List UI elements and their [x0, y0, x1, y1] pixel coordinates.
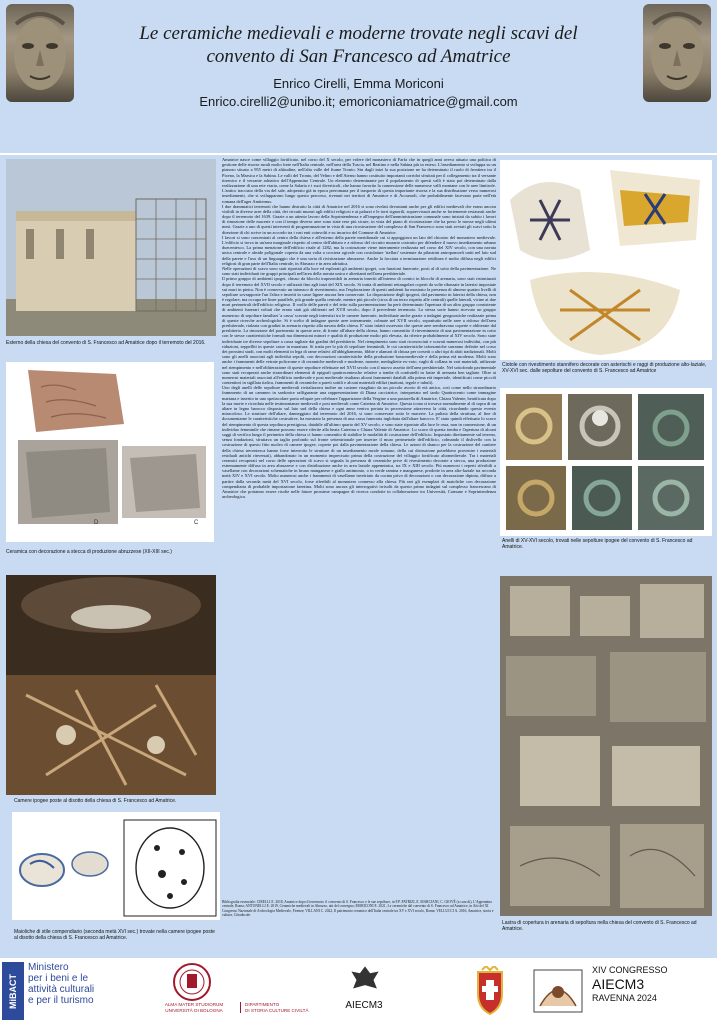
congress-place: RAVENNA 2024 [592, 993, 657, 1003]
congress-text [592, 964, 712, 1004]
left-stone-head-image [6, 4, 74, 102]
ipogeo-chambers-photo [6, 575, 216, 795]
eagle-emblem-icon [348, 962, 382, 998]
body-paragraph: Nelle operazioni di scavo sono stati riportati alla luce ed esplorati gli ambienti ipogei, con funzioni funerarie, posti al di sotto della pavimentazione. Ne sono stati individuati tre gruppi principali nell'area della navata unica e altrettanti nell'area presbiteriale. [222, 265, 496, 277]
header-divider [0, 153, 717, 155]
caption-lastra: Lastra di copertura in arenaria di sepoltura nella chiesa del convento di S. Francesco ad Amatrice. [502, 920, 697, 933]
aiecm3-logo [334, 962, 394, 1022]
unibo-line: ALMA MATER STUDIORUM [164, 1002, 224, 1007]
anelli-photo [500, 388, 712, 536]
poster-title: Le ceramiche medievali e moderne trovate negli scavi del convento di San Francesco ad Amatrice [139, 23, 578, 67]
body-paragraph: Uno degli anelli delle sepolture medievali rivitalizzava inoltre un castone risagliato da un piccolo avorio di età antica, così come nello straordinario frammento di un cammeo in sardonice raffigurante una rappresentazione di Diana cacciatrice, interpretato nel tardo Quattrocento come immagine mariana e inserito in uno spettacolare porta reliquie per celebrare l'apparizione della Vergine a una pastorella di Amatrice, Chiara Valente, beatificata dopo la sua morte e ricordata nelle testimonianze medievali e post medievali come Caterina di Amatrice. Questa icona si trovava normalmente al di sopra di un altare in legno barocco disposto sul lato sud della chiesa e ogni anno veniva portata in processione attraverso la città, ricordando questo evento miracoloso. Le strutture dell'altare, danneggiato dal terremoto del 2016, si sono conservate sotto le macerie. La pulizia della struttura, al fine di documentarne le caratteristiche costruttive, ha mostrato la presenza di una cassa funeraria inglobata dall'altare barocco. E' stato quindi effettuato lo scavo del riempimento di questa sepoltura prestigiosa, databile all'ultimo quarto del XV secolo, e sono state riportate alla luce le ossa, non in connessione, di un individuo femminile che rimane possono essere riferite alla beata Caterina o Chiara Valente di Amatrice. Lo scavo di questa tomba e l'apertura di alcuni saggi di verifica lungo il perimetro della chiesa ci hanno consentito di stabilire le modalità di costruzione dell'edificio. Impostato direttamente sul terreno, senza fondazioni, sfruttava un taglio profondo sul fronte settentrionale per inserire il muro perimetrale dell'edificio, colmando il dislivello con la costruzione di questo fitto nucleo di camere ipogee, coperte poi dalla pavimentazione della chiesa. Le azioni di sbanco per la costruzione del cantiere della chiesa trecentesca hanno forse interrotto le strutture di un insediamento rurale romano, della cui distruzione potrebbero provenire i materiali residuali antichi rinvenuti), abbandonato in un momento imprecisato prima della costruzione del villaggio fortificato altomedievale. Tra i materiali ceramici recuperati nel corso delle operazioni di scavo si segnala la presenza di ceramiche prive di rivestimento decorate a stecca, una produzione estremamente diffusa in area abruzzese e con distribuzione anche in area laziale appenninica, tra IX e XIII secolo. Più numerosi i reperti riferibili a vasellame con decorazioni schematiche in bruno manganese e giallo antimonio, o in verde ramina e manganese, prodotte in area alto-laziale tra seconda metà XIV e XVI secolo. Molto numerosi anche i frammenti di vasellame invetriato da cucina privo di decorazioni o con decorazione dipinta, diffuse a partire dalla seconda metà del XVI secolo, forse riferibili al monastero connesso alla chiesa. Più rari gli esemplari di maioliche con decorazione compendiaria di probabile importazione faentina. Molti sono ancora gli interrogativi irrisolti da questo primo indagini sul complesso francescano di Amatrice che potranno essere risolte nelle future prossime campagne di ricerca condotte in collaborazione tra Università, Comune e Soprintendenza archeologica. [222, 385, 496, 500]
body-paragraph: Amatrice nasce come villaggio fortificato, nel corso del X secolo, per volere del monastero di Farfa che in quegli anni aveva attuato una politica di gestione delle risorse rurali molto forte nell'Italia centrale, nell'area della Tuscia, nel Reatino e nella Sabina più in esteso. L'insediamento si sviluppa su un pianoro situato a 955 metri di altitudine, nell'alta valle del fiume Tronto. Sin dagli inizi la sua posizione ne ha determinato il ruolo di frontiera tra il Piceno, la Marsica e la Sabina. Le valli del Tronto, del Velino e dell'Aterno hanno costituito importanti corridoi sfruttati per il collegamento tra il versante tirrenico e il versante adriatico dell'Appennino Centrale. Un elemento determinante per il popolamento di questi valli è stato poi determinato dalla realizzazione di una rete viaria, come la Salaria e i suoi diverticoli, che hanno favorito la connessione delle numerose valli montane con le aree limitrofe. L'antico tracciato della via del sale, adoperato già in epoca preromana per il trasporto di questa importante risorsa e la sua distribuzione verso numerosi insediamenti, che si svilupparono lungo questo percorso, rivenuti nei territori di Amatrice e di Accumoli, che probabilmente facevano parte nell'età romana dell'ager Amiternus. [222, 157, 496, 204]
congress-name: AIECM3 [592, 976, 645, 992]
unibo-line: UNIVERSITÀ DI BOLOGNA [165, 1007, 223, 1013]
unibo-text [152, 1002, 236, 1013]
congress-edition: XIV CONGRESSO [592, 965, 668, 975]
ceramic-label-d: D [94, 520, 99, 526]
author-emails[interactable]: Enrico.cirelli2@unibo.it; emoriconiamatrice@gmail.com [199, 94, 518, 109]
lastra-photo [500, 576, 712, 916]
stone-head-left-drawing [6, 4, 74, 102]
ceramics-stecca-photo [6, 362, 214, 542]
right-stone-head-image [643, 4, 711, 102]
ceramic-label-c: C [194, 520, 199, 526]
caption-ipogeo: Camere ipogee poste al disotto della chiesa di S. Francesco ad Amatrice. [14, 798, 177, 804]
dept-text [240, 1002, 316, 1013]
mibact-line: e per il turismo [28, 995, 94, 1006]
ravenna-coat-of-arms [472, 966, 508, 1016]
coat-of-arms-icon [472, 966, 508, 1016]
mibact-line: Ministero [28, 962, 69, 973]
unibo-logo [156, 962, 316, 1022]
caption-anelli: Anelli di XV-XVI secolo, trovati nelle sepolture ipogee del convento di S. Francesco ad Amatrice. [502, 538, 693, 551]
maiolica-photo [12, 812, 220, 920]
congress-tile-icon [530, 966, 586, 1016]
mibact-name [28, 962, 148, 1006]
mibact-short: MiBACT [8, 973, 18, 1009]
bibliography: Bibliografia essenziale: CIRELLI E. 2018, Amatrice dopo il terremoto: il convento di S. Francesco e le sue sepolture, in F.P. PATRIZI, E. MARCIANI, C. GIOVÈ (a cura di), L'Appennino centrale, Roma; ANTONELLI E. 2019, Ceramiche medievali in Abruzzo, atti del convegno; MORICONI E. 2021, Le ceramiche dal convento di S. Francesco ad Amatrice, in Atti del XI Congresso Nazionale di Archeologia Medievale, Firenze; VILLANI C. 2022, Il patrimonio ceramico dell'Italia centrale tra XV e XVI secolo, Roma; VELLUCCI A. 2016, Amatrice, storia e cultura, Cittaducale. [222, 900, 494, 917]
body-paragraph: Il primo gruppo di ambienti ipogei, chiuso da blocchi trapezoidali in arenaria inseriti all'interno di cornici in blocchi di arenaria, sono stati ristrutturati dopo il terremoto del XVII secolo e utilizzati fino agli inizi del XIX secolo. Si tratta di ambienti rettangolari coperti da volte ribassate in laterizi impostate sui muri in pietra. Non è conservato un intonaco di rivestimento, ma l'esplorazione di questi ambienti ha mostrato la presenza di almeno quattro livelli di sepolture sovrapposte l'un l'altra e inseriti in casse lignee ancora ben conservate. La disposizione degli ipogeoi, dal pavimento in laterizi della chiesa, non è regolare, ma occupa tre linee parallele, più grande quella centrale, mentre più piccole (circa di un terzo rispetto alle centrali) quelle laterali, vicine ai due muri perimetrali dell'edificio religioso. Il crollo delle pareti e del tetto sulla pavimentazione ha però determinato l'apertura di un altro gruppo consistente di ambienti funerari voltati che erano stati già obliterati nel XVII secolo, dopo il precedente terremoto. La stessa sorte hanno ricevuto un gruppo numeroso di sepolture familiari 'a cassa' scavate negli interstizi tra le camere funerarie, individuate anche grazie a indagini geognostiche realizzate prima di queste ricerche archeologiche. Si è scelto di indagare queste aree interamente, colmate nel XVII secolo, soprattutto nelle aree a ridosso dell'area presbiteriale, rialzata con gradini in arenaria rispetto alla navata della chiesa. E' stato infatti osservato che queste aree sembravano coperte e obliterate dal presbiterio. La rimozione del pavimento in queste aree, di fronte all'altare della chiesa, hanno consentito il rinvenimento di una pavimentazione in cotto con le stesse caratteristiche formali ma dimensioni minori e qualità di produzione molto più elevata, da riferire probabilmente al XIV secolo. Sono state individuate tre diverse sepolture a cassa tagliate dai gradini del presbiterio. Nel riempimento sono stati riconosciuti e scavati numerosi individui, con più riduzioni, seppelliti in queste casse in muratura. Si tratta per lo più di sepolture femminili, le cui caratteristiche tafonomiche sarranno definite nel corso dei prossimi studi, con molti elementi in lega di rame relativi all'abbigliamento, fibbie e alamari di chiusa per corsetti o altri tipi di abiti tradizionali. Molti sono gli anelli associati agli individui sepolti, con decorazioni caratteristiche della produzione bassomedievale e della prima età moderna. Molti sono anche i frammenti delle vetrate policrome e di ceramiche medievali e moderne, monete, medagliette ex-voto, vaghi di collana in vari materiali, utilizzate nel riempimento e nell'obliterazione di queste sepolture effettuate nel XVII secolo con il nuovo assetto dell'area presbiteriale. Nel sottofondo pavimentale sono stati recuperati anche straordinari elementi di epigrafi quattrocentesche relative a tombe di confratelli in lastre di arenaria ben tagliate. Oltre ai numerosi materiali associati all'edificio medievale e post medievale risaltano alcuni frammenti databili alla prima età imperiale, identificati come piccoli contenitori in sigillata italica, frammenti di ceramiche a pareti sottili e alcuni materiali edilizi (mattoni, tegole e tubuli). [222, 276, 496, 386]
caption-ceramics: Ceramica con decorazione a stecca di produzione abruzzese (XII-XIII sec.) [6, 549, 172, 555]
body-text [222, 157, 496, 947]
ciotole-photo [500, 160, 712, 360]
body-paragraph: I due drammatici terremoti che hanno distrutto la città di Amatrice nel 2016 si sono rivelati devastanti anche per gli edifici medievali che erano ancora visibili in diverse aree della città, dei circuiti murari agli edifici religiosi e ai palazzi e le torri signorili, sopravvissuti anche se fortemente restaurati anche dopo il terremoto del 1639. Grazie a un attento lavoro della Soprintendenza e all'impegno dell'amministrazione comunale sono iniziati da subito i lavori di rimozione delle macerie e con il tempo diverse aree sono state rese più sicure, in vista del piano di ricostruzione che ha preso le mosse negli ultimi mesi. Grazie a uno di questi interventi di programmazione in vista di una ricostruzione del complesso di San Francesco sono stati avviati gli scavi sotto la direzione di chi scrive in un accordo tra i vari enti coinvolti e su incarico del Comune di Amatrice. [222, 203, 496, 235]
caption-church: Esterno della chiesa del convento di S. Francesco ad Amatrice dopo il terremoto del 2016. [6, 340, 206, 346]
congress-emblem [530, 966, 586, 1016]
dept-line: DIPARTIMENTO [245, 1002, 280, 1007]
poster-authors: Enrico Cirelli, Emma Moriconi [273, 76, 444, 91]
aiecm3-label: AIECM3 [345, 1000, 383, 1011]
mibact-logo-bar [2, 962, 24, 1020]
dept-line: DI STORIA CULTURE CIVILTÀ [245, 1007, 309, 1013]
unibo-seal-icon [172, 962, 212, 1002]
caption-ciotole: Ciotole con rivestimento stannifero decorate con asterischi e raggi di produzione alto-laziale, XV-XVI sec. dalle sepolture del convento di S. Francesco ad Amatrice [502, 362, 707, 375]
body-paragraph: I lavori si sono concentrati al centro della chiesa e all'esterno della parete meridionale cui si appoggiava un lato del chiostro del monastero medievale. L'edificio si trova in un'area marginale rispetto al centro dell'abitato e a ridosso del circuito murario costruito per difendere il nuovo insediamento urbano duecentesco. La prima menzione dell'edificio risale al 1282, ma la costruzione viene interamente realizzata nel corso del XIV secolo, con una navata unica centrale e abside poligonale coperta da una volta a crociera ogivale con costolature 'stellari' sostenute da pilastrini antropomorfi uniti nel lato sud della parete e l'uso di un linguaggio che è una sorta di rivisitazione abruzzese. Anche la facciata a terminazione rettilinea è molto diffusa negli edifici religiosi di gran parte dell'Italia centrale, in Abruzzo e in area adriatica. [222, 234, 496, 266]
church-exterior-photo [6, 159, 216, 336]
stone-head-right-drawing [643, 4, 711, 102]
caption-maiolica: Maioliche di stile compendiario (seconda metà XVI sec.) trovate nella camere ipogee poste al disotto della chiesa di S. Francesco ad Amatrice. [14, 929, 215, 942]
mibact-line: per i beni e le [28, 973, 89, 984]
mibact-line: attività culturali [28, 984, 95, 995]
